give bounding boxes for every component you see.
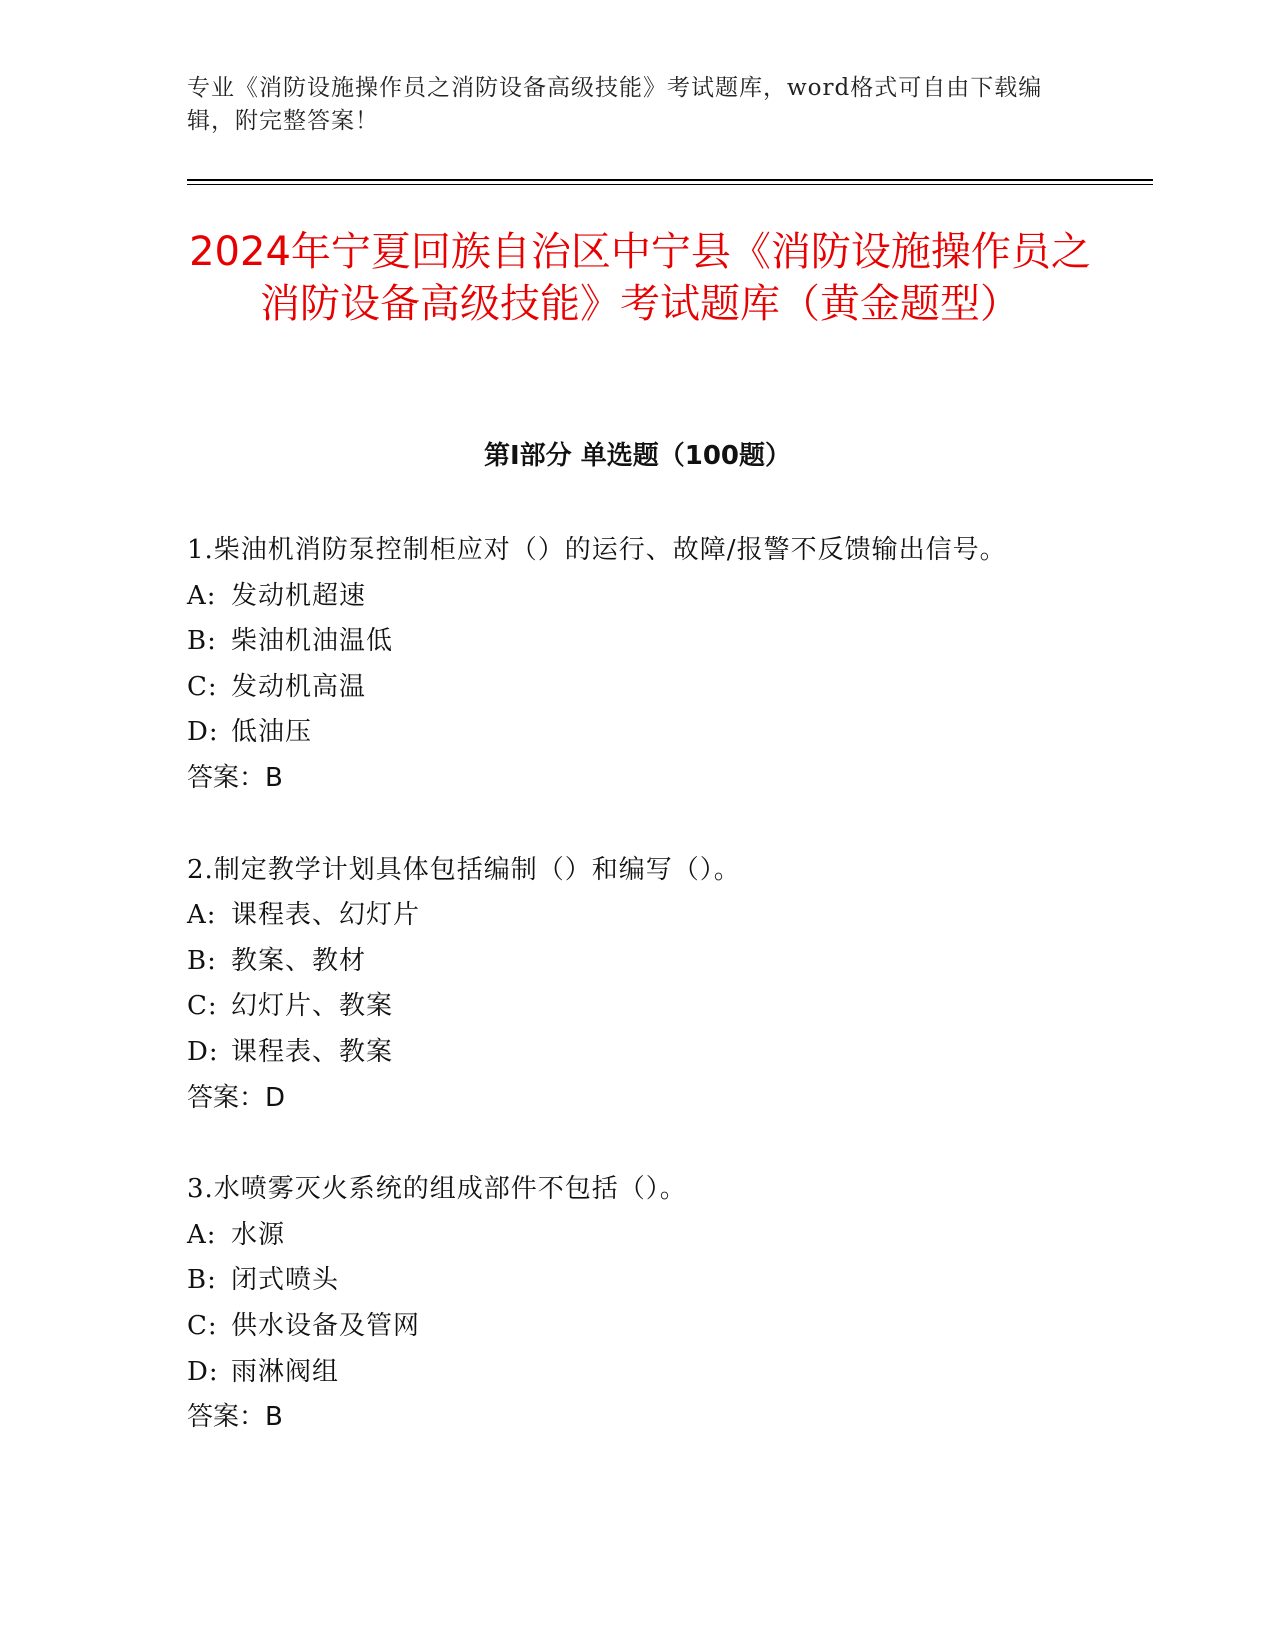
option-text: 发动机超速: [231, 580, 367, 611]
option-letter: A:: [187, 580, 217, 611]
answer-value: B: [265, 762, 283, 793]
option-a: [187, 1213, 1087, 1259]
option-letter: A:: [187, 1219, 217, 1250]
question-3: [187, 1167, 1087, 1441]
answer-value: B: [265, 1402, 283, 1433]
answer-line: [187, 1076, 1087, 1122]
option-b: [187, 1258, 1087, 1304]
answer-value: D: [265, 1082, 286, 1113]
option-d: [187, 1350, 1087, 1396]
option-text: 幻灯片、教案: [231, 991, 394, 1022]
option-text: 课程表、教案: [231, 1036, 394, 1067]
option-letter: C:: [187, 1310, 218, 1341]
option-text: 雨淋阀组: [231, 1356, 340, 1387]
option-letter: B:: [187, 1265, 217, 1296]
option-text: 闭式喷头: [231, 1265, 340, 1296]
header-divider-thick: [187, 179, 1153, 181]
option-text: 柴油机油温低: [231, 626, 394, 657]
option-text: 低油压: [231, 717, 313, 748]
option-d: [187, 710, 1087, 756]
answer-label: 答案：: [187, 1402, 266, 1433]
option-letter: C:: [187, 991, 218, 1022]
option-letter: C:: [187, 671, 218, 702]
header-divider-thin: [187, 184, 1153, 185]
section-heading: 第I部分 单选题（100题）: [484, 441, 791, 471]
option-c: [187, 1304, 1087, 1350]
option-c: [187, 984, 1087, 1030]
option-letter: B:: [187, 945, 217, 976]
option-letter: A:: [187, 900, 217, 931]
answer-line: [187, 756, 1087, 802]
answer-label: 答案：: [187, 1082, 266, 1113]
answer-line: [187, 1395, 1087, 1441]
option-text: 水源: [231, 1219, 286, 1250]
option-letter: D:: [187, 717, 219, 748]
document-title: 2024年宁夏回族自治区中宁县《消防设施操作员之消防设备高级技能》考试题库（黄金题型）: [189, 229, 1091, 327]
option-text: 课程表、幻灯片: [231, 900, 421, 931]
question-list: [187, 528, 1087, 1487]
option-b: [187, 939, 1087, 985]
header-note: 专业《消防设施操作员之消防设备高级技能》考试题库，word格式可自由下载编辑，附完整答案！: [187, 75, 1043, 134]
option-b: [187, 619, 1087, 665]
option-text: 教案、教材: [231, 945, 367, 976]
option-a: [187, 893, 1087, 939]
option-text: 发动机高温: [231, 671, 367, 702]
option-c: [187, 665, 1087, 711]
question-2: [187, 848, 1087, 1122]
question-stem: 3.水喷雾灭火系统的组成部件不包括（）。: [187, 1174, 687, 1205]
question-stem: 1.柴油机消防泵控制柜应对（）的运行、故障/报警不反馈输出信号。: [187, 535, 1007, 565]
option-d: [187, 1030, 1087, 1076]
question-1: [187, 528, 1087, 802]
option-letter: D:: [187, 1036, 219, 1067]
option-letter: D:: [187, 1356, 219, 1387]
question-stem: 2.制定教学计划具体包括编制（）和编写（）。: [187, 854, 741, 885]
answer-label: 答案：: [187, 762, 266, 793]
option-letter: B:: [187, 626, 217, 657]
option-text: 供水设备及管网: [231, 1310, 421, 1341]
option-a: [187, 574, 1087, 620]
